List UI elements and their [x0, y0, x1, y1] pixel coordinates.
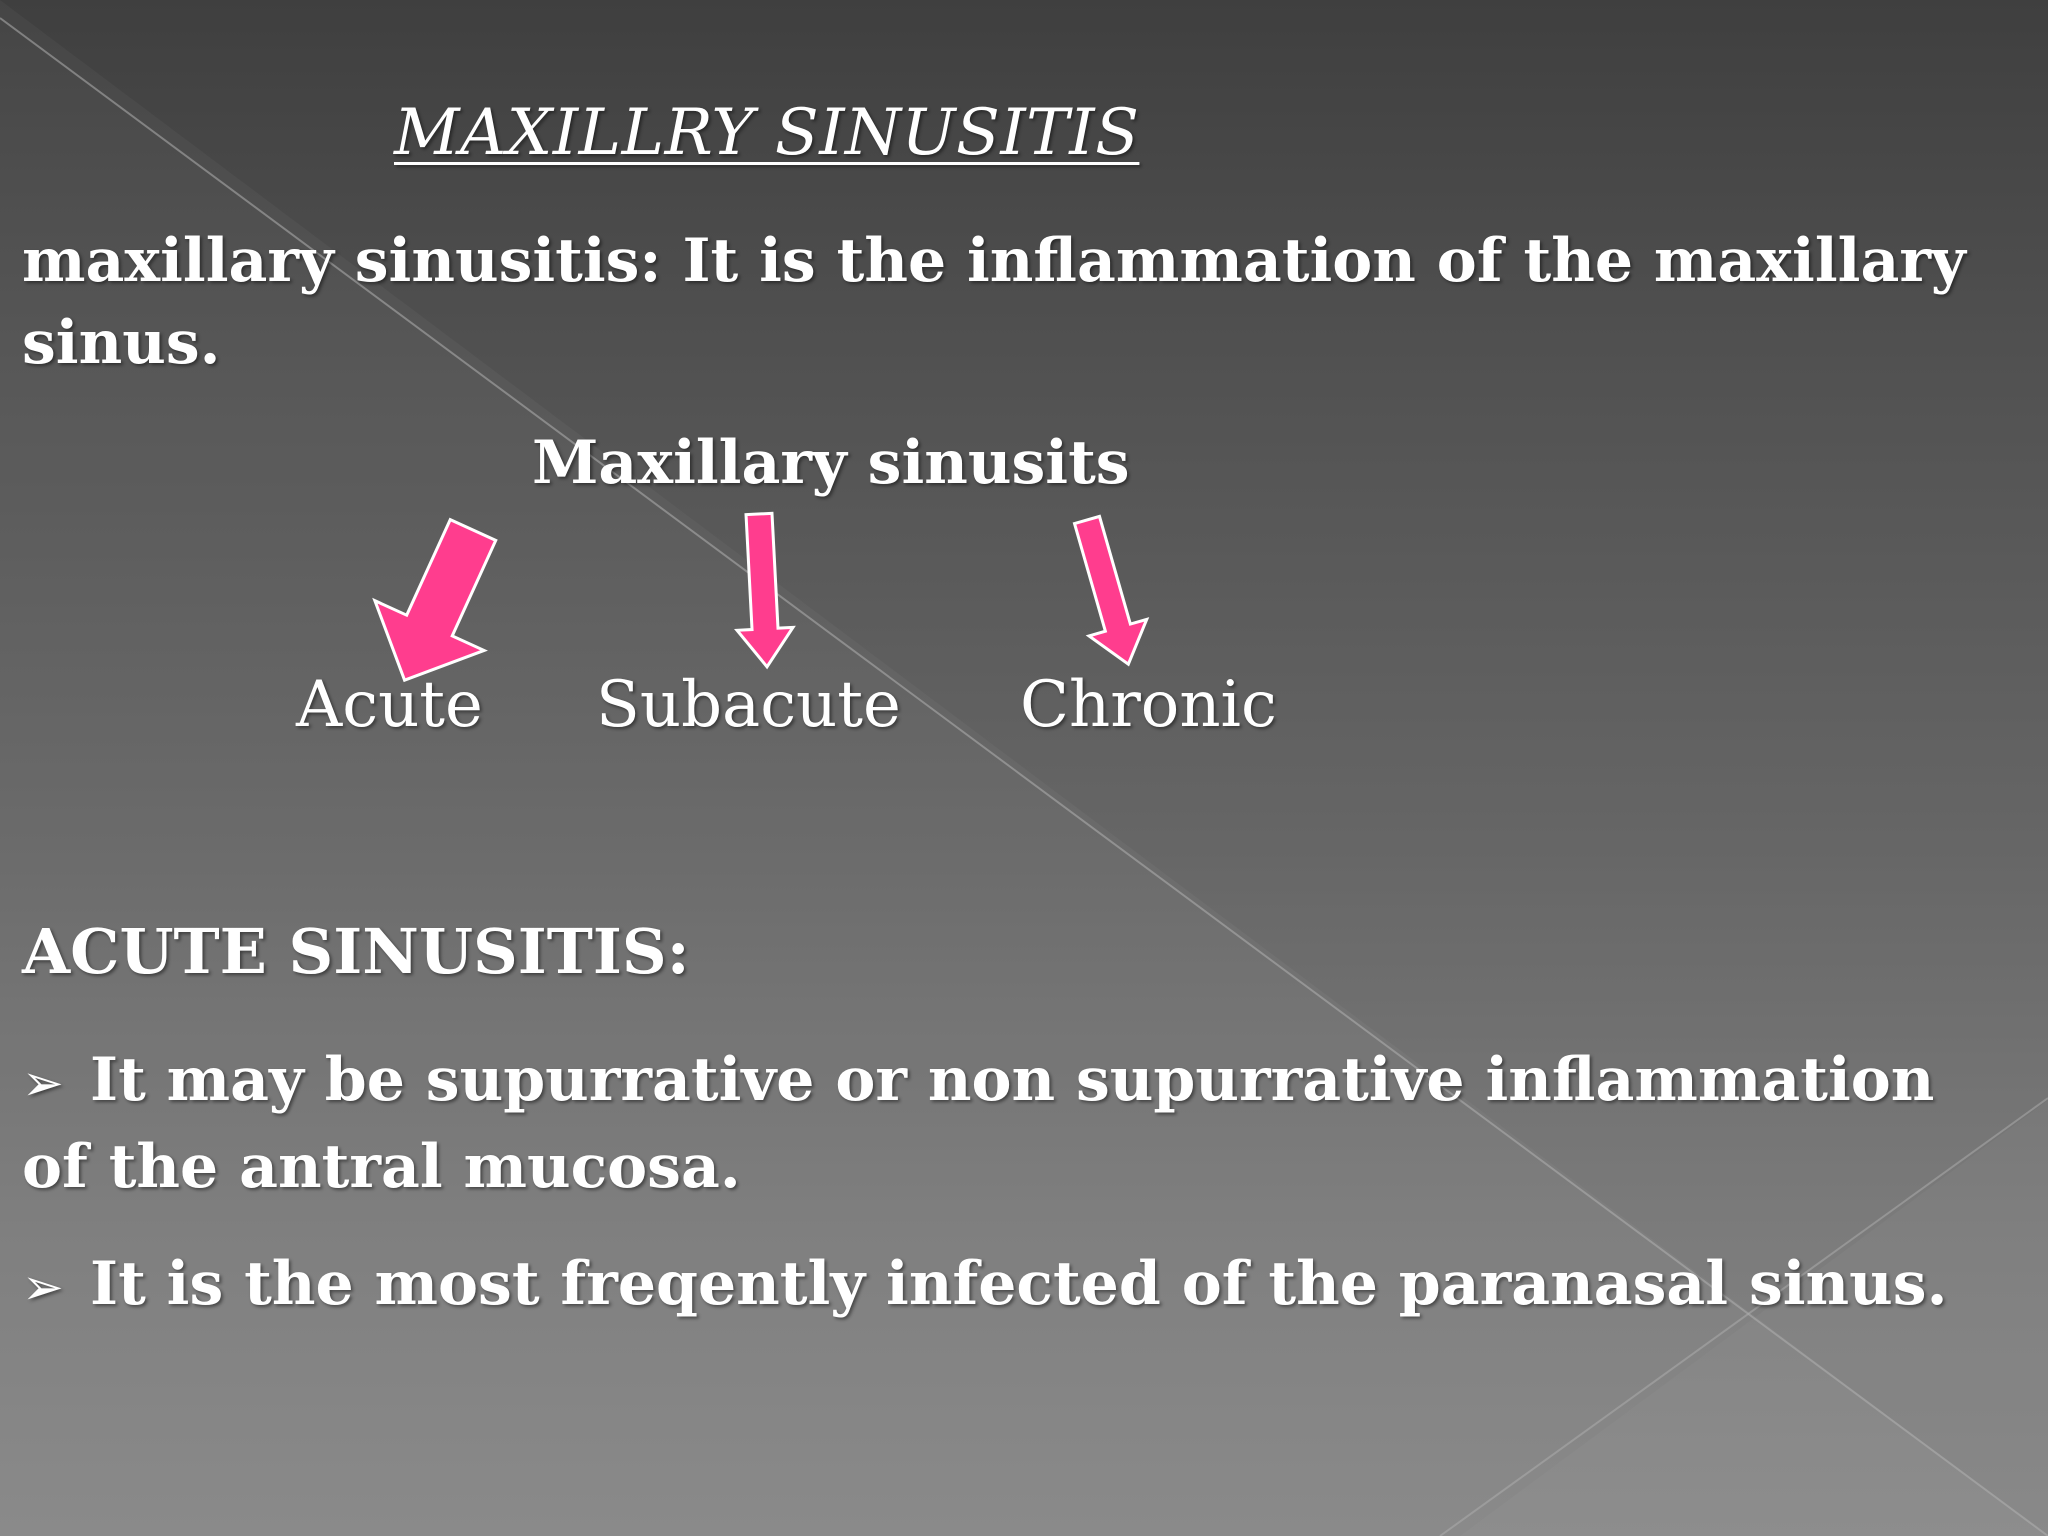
bullet-text: It is the most freqently infected of the paranasal sinus.: [90, 1249, 1948, 1319]
bullet-item: [22, 1242, 2012, 1329]
bullet-text: It may be supurrative or non supurrative inflammation of the antral mucosa.: [22, 1045, 1935, 1202]
slide-title: MAXILLRY SINUSITIS: [394, 96, 1140, 170]
arrow-to-chronic: [1058, 512, 1157, 673]
bullet-arrow-icon: ➢: [22, 1258, 64, 1316]
branch-subacute: Subacute: [596, 668, 901, 742]
section-heading: ACUTE SINUSITIS:: [22, 915, 690, 988]
diagram-root-label: Maxillary sinusits: [532, 428, 1130, 498]
branch-chronic: Chronic: [1020, 668, 1277, 742]
definition-text: maxillary sinusitis: It is the inflammation of the maxillary sinus.: [22, 226, 1966, 378]
arrow-to-subacute: [731, 513, 795, 669]
bullet-arrow-icon: ➢: [22, 1054, 64, 1112]
bullet-item: [22, 1038, 2012, 1209]
branch-acute: Acute: [296, 668, 483, 742]
